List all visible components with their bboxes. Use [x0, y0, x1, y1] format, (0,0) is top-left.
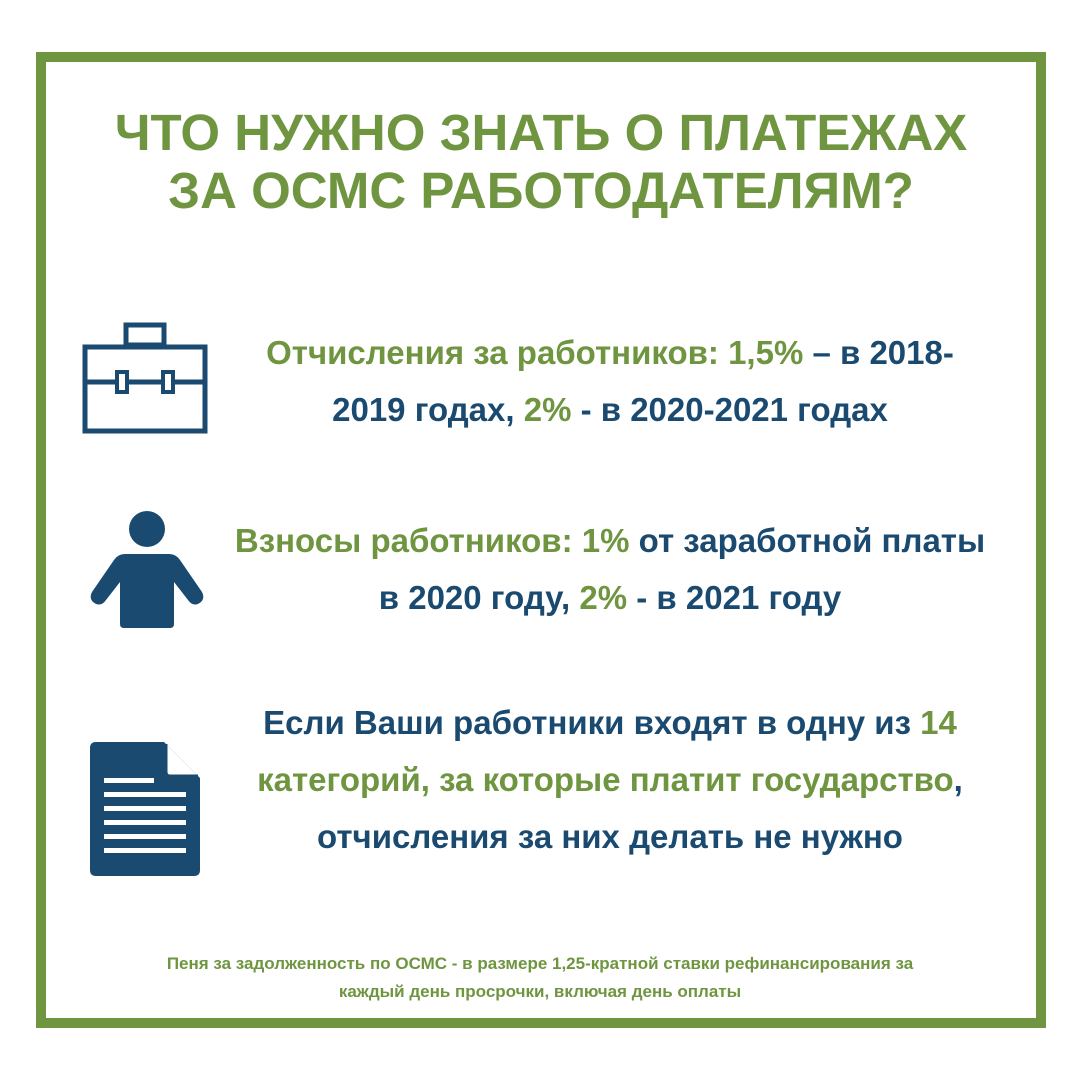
state-categories-text [230, 694, 990, 865]
categories-highlight: 14 категорий, за которые платит государство [257, 704, 957, 798]
footnote-line-2: каждый день просрочки, включая день оплаты [338, 982, 742, 1001]
penalty-footnote [90, 950, 990, 1006]
page-title [36, 104, 1046, 220]
person-icon [90, 510, 205, 632]
employer-rate-2: 2% [523, 391, 572, 428]
categories-intro: Если Ваши работники входят в одну из [263, 704, 921, 741]
employee-rate-2: 2% [579, 579, 628, 616]
employee-period-1: от заработной платы в 2020 году, [378, 522, 986, 616]
briefcase-icon [82, 322, 208, 434]
employee-period-2: - в 2021 году [627, 579, 842, 616]
document-icon [90, 742, 202, 876]
title-line-2: ЗА ОСМС РАБОТОДАТЕЛЯМ? [168, 162, 914, 219]
employer-rate-label: Отчисления за работников: 1,5% [266, 334, 804, 371]
employer-period-2: - в 2020-2021 годах [571, 391, 888, 428]
employee-rate-label: Взносы работников: 1% [234, 522, 630, 559]
employee-contributions-text [230, 512, 990, 626]
employer-period-1: – в 2018-2019 годах, [332, 334, 954, 428]
title-line-1: ЧТО НУЖНО ЗНАТЬ О ПЛАТЕЖАХ [114, 104, 968, 161]
categories-conclusion: , отчисления за них делать не нужно [317, 761, 963, 855]
employer-contributions-text [230, 324, 990, 438]
footnote-line-1: Пеня за задолженность по ОСМС - в размере 1,25-кратной ставки рефинансирования за [166, 954, 914, 973]
